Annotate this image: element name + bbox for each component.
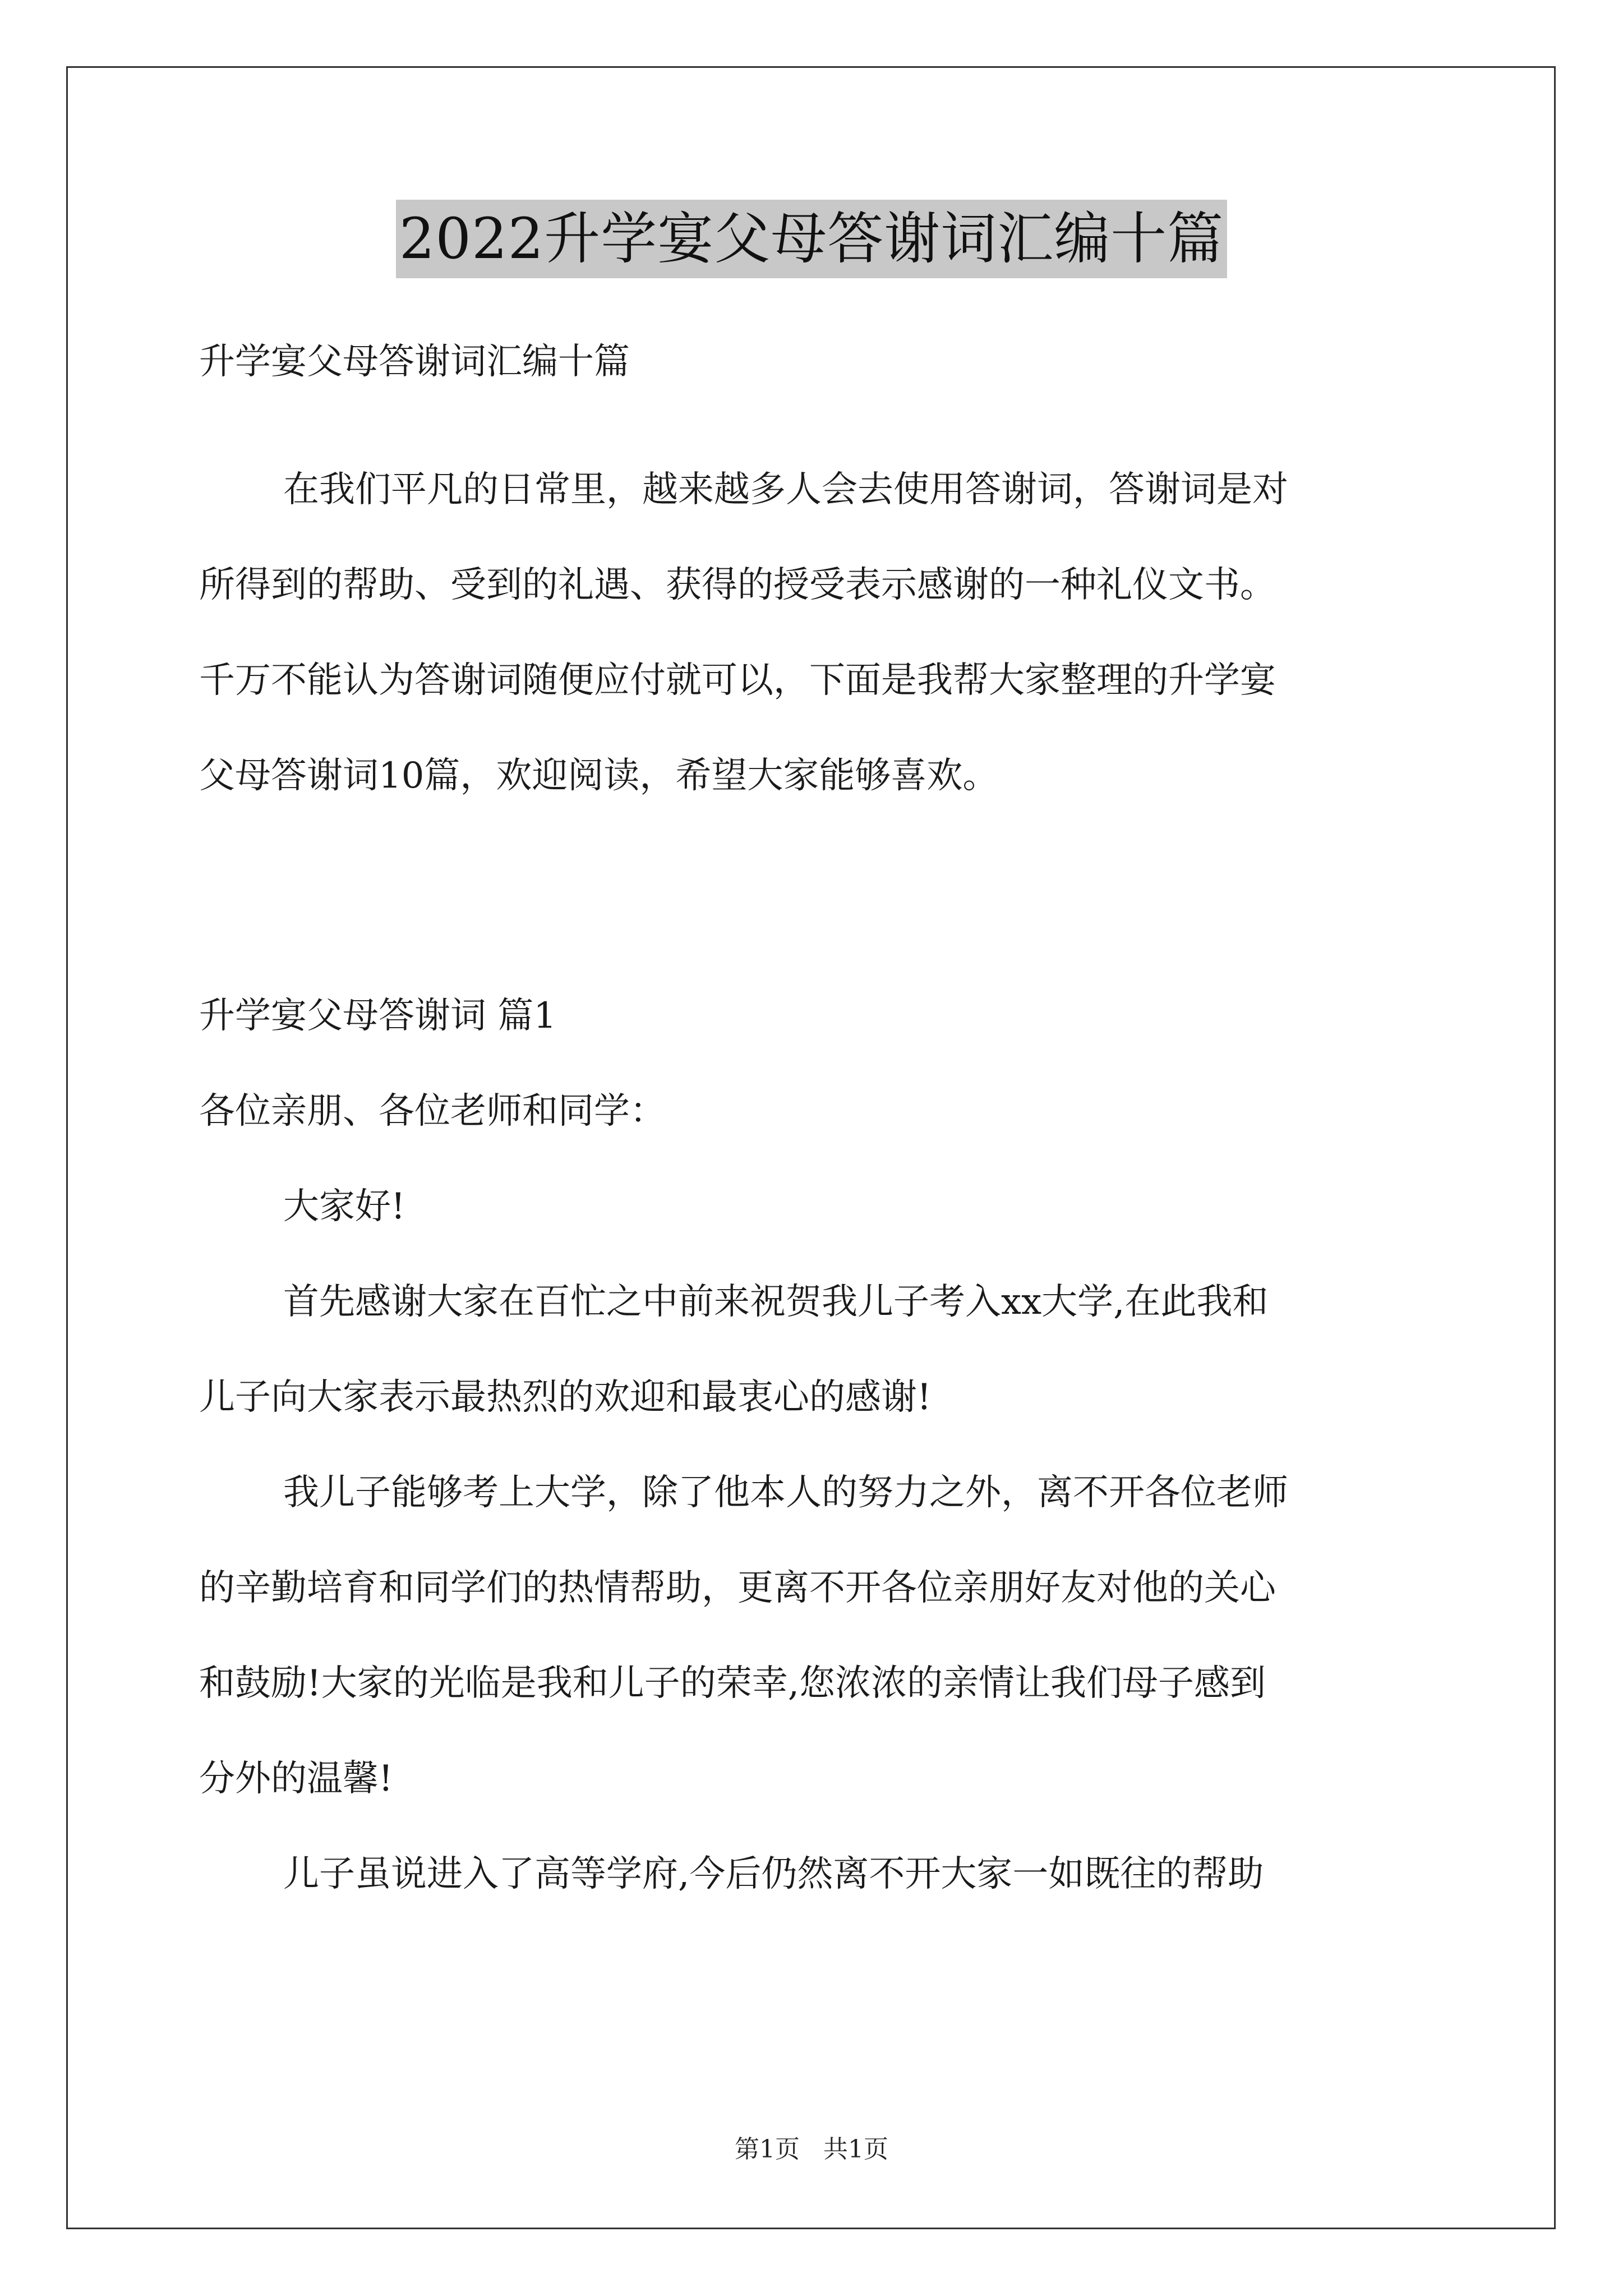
- paragraph-2-line-4: 分外的温馨!: [199, 1758, 393, 1800]
- intro-block: [199, 314, 1438, 409]
- section-1: [199, 968, 1438, 1922]
- intro-paragraph: [199, 442, 1438, 823]
- title-container: [0, 200, 1623, 278]
- paragraph-1-line-1: 首先感谢大家在百忙之中前来祝贺我儿子考入xx大学,在此我和: [283, 1281, 1269, 1323]
- intro-line-1: 在我们平凡的日常里，越来越多人会去使用答谢词，答谢词是对: [283, 469, 1288, 510]
- intro-line-3: 千万不能认为答谢词随便应付就可以，下面是我帮大家整理的升学宴: [199, 660, 1276, 701]
- paragraph-1-line-2: 儿子向大家表示最热烈的欢迎和最衷心的感谢!: [199, 1377, 932, 1418]
- page-footer: 第1页 共1页: [735, 2135, 888, 2164]
- document-title: 2022升学宴父母答谢词汇编十篇: [396, 200, 1228, 278]
- paragraph-2-line-1: 我儿子能够考上大学，除了他本人的努力之外，离不开各位老师: [283, 1472, 1288, 1513]
- paragraph-2-line-3: 和鼓励!大家的光临是我和儿子的荣幸,您浓浓的亲情让我们母子感到: [199, 1663, 1266, 1704]
- intro-line-2: 所得到的帮助、受到的礼遇、获得的授受表示感谢的一种礼仪文书。: [199, 564, 1276, 606]
- salutation: 各位亲朋、各位老师和同学：: [199, 1091, 666, 1132]
- subtitle-line: 升学宴父母答谢词汇编十篇: [199, 341, 630, 383]
- greeting: 大家好!: [283, 1186, 405, 1227]
- section-heading: 升学宴父母答谢词 篇1: [199, 995, 557, 1037]
- intro-line-4: 父母答谢词10篇，欢迎阅读，希望大家能够喜欢。: [199, 755, 999, 797]
- paragraph-3-line-1: 儿子虽说进入了高等学府,今后仍然离不开大家一如既往的帮助: [283, 1853, 1264, 1895]
- paragraph-2-line-2: 的辛勤培育和同学们的热情帮助，更离不开各位亲朋好友对他的关心: [199, 1567, 1276, 1609]
